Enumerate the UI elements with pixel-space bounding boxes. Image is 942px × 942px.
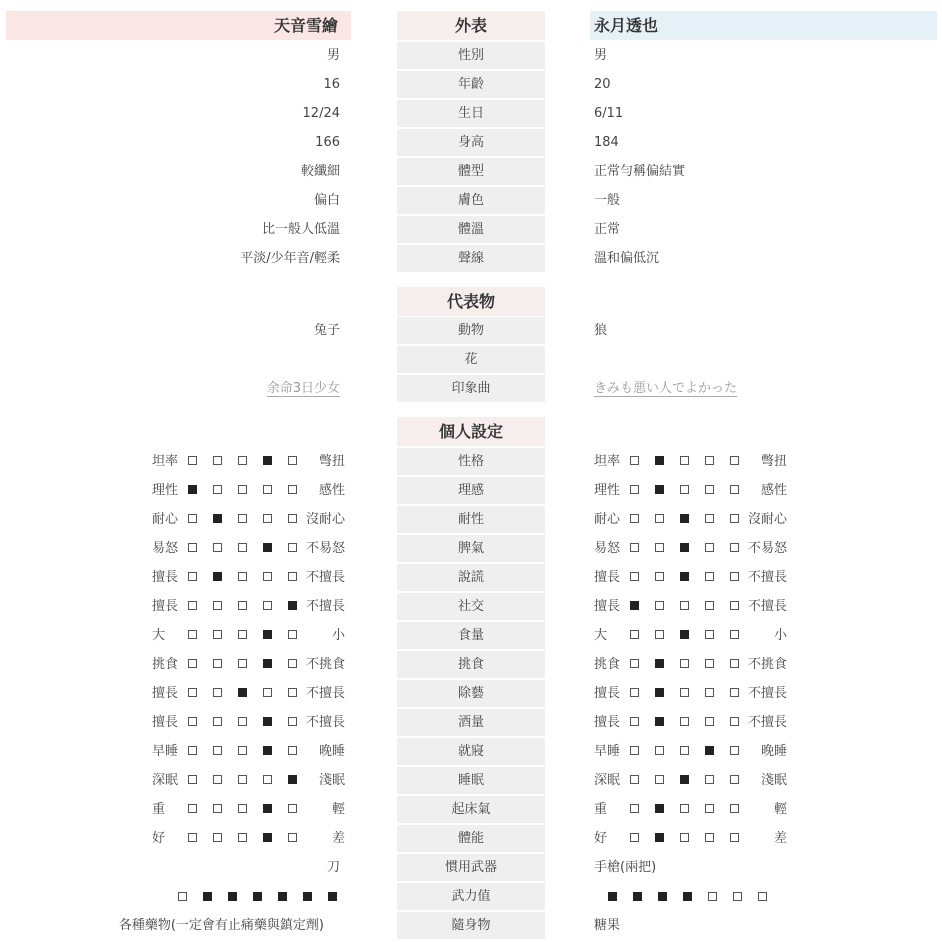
- trait-low-label: 擅長: [594, 715, 621, 730]
- rating-box-empty: [730, 485, 739, 494]
- trait-low-label: 挑食: [594, 657, 621, 672]
- left-value: 166: [315, 135, 340, 150]
- trait-low-label: 擅長: [594, 599, 621, 614]
- rating-box-filled: [655, 659, 664, 668]
- rating-box-empty: [705, 717, 714, 726]
- rating-box-empty: [213, 746, 222, 755]
- right-value: 6/11: [594, 106, 624, 121]
- right-trait-scale: [594, 796, 787, 823]
- trait-high-label: 彆扭: [760, 454, 787, 469]
- rating-box-empty: [238, 543, 247, 552]
- right-value: 手槍(兩把): [594, 860, 657, 875]
- trait-high-label: 感性: [760, 483, 787, 498]
- right-value: 一般: [594, 193, 621, 208]
- trait-high-label: 不易怒: [305, 541, 345, 556]
- trait-high-label: 小: [773, 628, 787, 643]
- trait-high-label: 淺眠: [318, 773, 345, 788]
- rating-box-empty: [213, 485, 222, 494]
- trait-high-label: 輕: [331, 802, 345, 817]
- rating-box-empty: [213, 717, 222, 726]
- trait-high-label: 不擅長: [747, 599, 787, 614]
- row-label: 除藝: [397, 680, 545, 707]
- right-value: 狼: [594, 323, 608, 338]
- left-value: 兔子: [313, 323, 340, 338]
- right-value: 溫和偏低沉: [594, 251, 660, 266]
- rating-box-empty: [238, 572, 247, 581]
- rating-box-empty: [630, 572, 639, 581]
- rating-box-empty: [263, 514, 272, 523]
- rating-box-filled: [288, 601, 297, 610]
- left-trait-scale: [152, 709, 345, 736]
- rating-box-empty: [705, 485, 714, 494]
- trait-low-label: 重: [152, 802, 166, 817]
- row-label: 說謊: [397, 564, 545, 591]
- rating-box-filled: [680, 775, 689, 784]
- rating-box-empty: [680, 746, 689, 755]
- rating-box-empty: [630, 688, 639, 697]
- rating-box-filled: [655, 804, 664, 813]
- rating-box-filled: [705, 746, 714, 755]
- force-box-filled: [253, 892, 262, 901]
- rating-box-empty: [188, 514, 197, 523]
- rating-box-empty: [705, 572, 714, 581]
- rating-box-empty: [188, 659, 197, 668]
- row-label: 聲線: [397, 245, 545, 272]
- row-label: 花: [397, 346, 545, 373]
- trait-high-label: 彆扭: [318, 454, 345, 469]
- left-value: 各種藥物(一定會有止痛藥與鎮定劑): [118, 918, 324, 933]
- row-label: 武力值: [397, 883, 545, 910]
- rating-box-filled: [288, 775, 297, 784]
- rating-box-empty: [655, 572, 664, 581]
- rating-box-empty: [730, 630, 739, 639]
- left-value: 男: [326, 48, 340, 63]
- right-value: 正常勻稱偏結實: [594, 164, 686, 179]
- trait-low-label: 擅長: [152, 570, 179, 585]
- row-label: 隨身物: [397, 912, 545, 939]
- right-trait-scale: [594, 651, 787, 678]
- rating-box-empty: [188, 456, 197, 465]
- rating-box-empty: [188, 746, 197, 755]
- rating-box-empty: [730, 514, 739, 523]
- rating-box-empty: [680, 659, 689, 668]
- force-box-filled: [608, 892, 617, 901]
- rating-box-empty: [213, 688, 222, 697]
- rating-box-filled: [263, 659, 272, 668]
- section-symbols: 代表物: [397, 287, 545, 316]
- right-value: 184: [594, 135, 619, 150]
- rating-box-filled: [655, 688, 664, 697]
- rating-box-empty: [263, 688, 272, 697]
- rating-box-empty: [705, 543, 714, 552]
- rating-box-empty: [730, 456, 739, 465]
- rating-box-filled: [263, 717, 272, 726]
- trait-low-label: 大: [594, 628, 608, 643]
- right-value: 糖果: [594, 918, 621, 933]
- left-value: 較纖細: [300, 164, 340, 179]
- row-label: 挑食: [397, 651, 545, 678]
- trait-high-label: 感性: [318, 483, 345, 498]
- force-box-filled: [633, 892, 642, 901]
- rating-box-empty: [213, 456, 222, 465]
- rating-box-empty: [238, 659, 247, 668]
- rating-box-empty: [188, 804, 197, 813]
- rating-box-empty: [213, 659, 222, 668]
- left-character-name: 天音雪繪: [6, 11, 351, 40]
- rating-box-empty: [705, 775, 714, 784]
- rating-box-empty: [288, 456, 297, 465]
- rating-box-empty: [630, 833, 639, 842]
- trait-low-label: 擅長: [152, 715, 179, 730]
- rating-box-empty: [188, 833, 197, 842]
- right-trait-scale: [594, 593, 787, 620]
- trait-high-label: 小: [331, 628, 345, 643]
- rating-box-filled: [263, 543, 272, 552]
- rating-box-filled: [655, 485, 664, 494]
- left-force-rating: [170, 883, 345, 910]
- left-trait-scale: [152, 564, 345, 591]
- force-box-filled: [228, 892, 237, 901]
- force-box-filled: [278, 892, 287, 901]
- row-label: 慣用武器: [397, 854, 545, 881]
- rating-box-empty: [630, 717, 639, 726]
- right-value: 正常: [594, 222, 621, 237]
- rating-box-empty: [238, 717, 247, 726]
- right-character-name: 永月透也: [590, 11, 937, 40]
- row-label: 耐性: [397, 506, 545, 533]
- trait-low-label: 耐心: [152, 512, 179, 527]
- rating-box-empty: [705, 456, 714, 465]
- trait-low-label: 早睡: [152, 744, 179, 759]
- rating-box-filled: [680, 543, 689, 552]
- rating-box-empty: [238, 601, 247, 610]
- trait-high-label: 不挑食: [747, 657, 787, 672]
- rating-box-empty: [238, 833, 247, 842]
- left-value: 12/24: [302, 106, 340, 121]
- rating-box-empty: [288, 804, 297, 813]
- rating-box-empty: [263, 601, 272, 610]
- row-label: 就寢: [397, 738, 545, 765]
- trait-high-label: 不擅長: [747, 715, 787, 730]
- row-label: 酒量: [397, 709, 545, 736]
- rating-box-empty: [655, 775, 664, 784]
- rating-box-empty: [730, 572, 739, 581]
- right-trait-scale: [594, 622, 787, 649]
- left-trait-scale: [152, 738, 345, 765]
- rating-box-empty: [188, 688, 197, 697]
- rating-box-empty: [263, 775, 272, 784]
- rating-box-empty: [630, 659, 639, 668]
- trait-low-label: 重: [594, 802, 608, 817]
- row-label: 社交: [397, 593, 545, 620]
- force-box-filled: [683, 892, 692, 901]
- trait-high-label: 差: [331, 831, 345, 846]
- trait-low-label: 擅長: [152, 686, 179, 701]
- rating-box-empty: [238, 456, 247, 465]
- rating-box-empty: [655, 514, 664, 523]
- row-label: 食量: [397, 622, 545, 649]
- right-trait-scale: [594, 680, 787, 707]
- row-label: 體溫: [397, 216, 545, 243]
- right-trait-scale: [594, 825, 787, 852]
- rating-box-filled: [238, 688, 247, 697]
- rating-box-empty: [288, 572, 297, 581]
- row-label: 理感: [397, 477, 545, 504]
- rating-box-empty: [730, 659, 739, 668]
- left-trait-scale: [152, 593, 345, 620]
- left-trait-scale: [152, 477, 345, 504]
- rating-box-empty: [705, 804, 714, 813]
- trait-low-label: 坦率: [594, 454, 621, 469]
- rating-box-filled: [263, 630, 272, 639]
- rating-box-filled: [655, 456, 664, 465]
- trait-low-label: 深眠: [152, 773, 179, 788]
- rating-box-empty: [288, 717, 297, 726]
- trait-high-label: 不擅長: [305, 715, 345, 730]
- rating-box-empty: [730, 746, 739, 755]
- rating-box-empty: [655, 746, 664, 755]
- left-trait-scale: [152, 767, 345, 794]
- rating-box-empty: [655, 543, 664, 552]
- rating-box-empty: [655, 601, 664, 610]
- rating-box-empty: [730, 717, 739, 726]
- right-trait-scale: [594, 564, 787, 591]
- rating-box-empty: [213, 804, 222, 813]
- rating-box-empty: [288, 543, 297, 552]
- rating-box-empty: [213, 630, 222, 639]
- trait-low-label: 大: [152, 628, 166, 643]
- row-label: 動物: [397, 317, 545, 344]
- rating-box-empty: [188, 630, 197, 639]
- left-value: 偏白: [313, 193, 340, 208]
- right-trait-scale: [594, 477, 787, 504]
- left-trait-scale: [152, 622, 345, 649]
- rating-box-empty: [630, 514, 639, 523]
- row-label: 性格: [397, 448, 545, 475]
- rating-box-empty: [730, 775, 739, 784]
- rating-box-empty: [680, 717, 689, 726]
- left-trait-scale: [152, 448, 345, 475]
- row-label: 性別: [397, 42, 545, 69]
- trait-high-label: 沒耐心: [305, 512, 345, 527]
- rating-box-empty: [213, 833, 222, 842]
- left-trait-scale: [152, 680, 345, 707]
- rating-box-empty: [238, 804, 247, 813]
- rating-box-filled: [680, 572, 689, 581]
- left-value: 刀: [326, 860, 340, 875]
- rating-box-empty: [288, 514, 297, 523]
- trait-high-label: 不擅長: [747, 686, 787, 701]
- left-trait-scale: [152, 651, 345, 678]
- rating-box-empty: [730, 601, 739, 610]
- trait-low-label: 深眠: [594, 773, 621, 788]
- right-trait-scale: [594, 506, 787, 533]
- rating-box-empty: [705, 659, 714, 668]
- rating-box-empty: [238, 775, 247, 784]
- rating-box-empty: [730, 804, 739, 813]
- trait-high-label: 輕: [773, 802, 787, 817]
- rating-box-empty: [288, 659, 297, 668]
- rating-box-empty: [238, 746, 247, 755]
- rating-box-filled: [188, 485, 197, 494]
- rating-box-empty: [213, 543, 222, 552]
- trait-high-label: 不擅長: [305, 570, 345, 585]
- left-value: 平淡/少年音/輕柔: [240, 251, 340, 266]
- rating-box-empty: [213, 775, 222, 784]
- rating-box-empty: [188, 572, 197, 581]
- right-value: 20: [594, 77, 611, 92]
- rating-box-filled: [630, 601, 639, 610]
- rating-box-empty: [680, 688, 689, 697]
- row-label: 身高: [397, 129, 545, 156]
- rating-box-empty: [238, 485, 247, 494]
- left-value: 16: [323, 77, 340, 92]
- trait-high-label: 淺眠: [760, 773, 787, 788]
- left-value: 余命3日少女: [266, 381, 340, 396]
- rating-box-empty: [730, 833, 739, 842]
- rating-box-empty: [263, 572, 272, 581]
- right-trait-scale: [594, 709, 787, 736]
- row-label: 膚色: [397, 187, 545, 214]
- trait-low-label: 理性: [594, 483, 621, 498]
- rating-box-empty: [288, 485, 297, 494]
- trait-low-label: 挑食: [152, 657, 179, 672]
- right-value: 男: [594, 48, 608, 63]
- section-appearance: 外表: [397, 11, 545, 40]
- right-force-rating: [600, 883, 775, 910]
- row-label: 體型: [397, 158, 545, 185]
- left-trait-scale: [152, 506, 345, 533]
- rating-box-empty: [680, 485, 689, 494]
- rating-box-empty: [705, 514, 714, 523]
- rating-box-empty: [213, 601, 222, 610]
- rating-box-empty: [188, 717, 197, 726]
- left-trait-scale: [152, 535, 345, 562]
- trait-high-label: 晚睡: [318, 744, 345, 759]
- force-box-empty: [178, 892, 187, 901]
- rating-box-empty: [705, 833, 714, 842]
- rating-box-filled: [655, 717, 664, 726]
- right-trait-scale: [594, 448, 787, 475]
- rating-box-empty: [680, 601, 689, 610]
- trait-high-label: 不挑食: [305, 657, 345, 672]
- rating-box-empty: [188, 775, 197, 784]
- rating-box-empty: [263, 485, 272, 494]
- trait-low-label: 耐心: [594, 512, 621, 527]
- trait-high-label: 不易怒: [747, 541, 787, 556]
- left-trait-scale: [152, 825, 345, 852]
- trait-low-label: 擅長: [152, 599, 179, 614]
- trait-low-label: 理性: [152, 483, 179, 498]
- trait-low-label: 早睡: [594, 744, 621, 759]
- trait-high-label: 晚睡: [760, 744, 787, 759]
- force-box-filled: [328, 892, 337, 901]
- rating-box-empty: [705, 688, 714, 697]
- right-trait-scale: [594, 535, 787, 562]
- rating-box-empty: [705, 601, 714, 610]
- row-label: 印象曲: [397, 375, 545, 402]
- right-value: きみも悪い人でよかった: [594, 381, 738, 396]
- rating-box-empty: [630, 485, 639, 494]
- rating-box-empty: [238, 630, 247, 639]
- rating-box-empty: [680, 804, 689, 813]
- trait-low-label: 好: [152, 831, 166, 846]
- trait-low-label: 易怒: [152, 541, 179, 556]
- force-box-empty: [708, 892, 717, 901]
- rating-box-empty: [630, 630, 639, 639]
- rating-box-filled: [263, 746, 272, 755]
- trait-low-label: 擅長: [594, 570, 621, 585]
- row-label: 生日: [397, 100, 545, 127]
- trait-high-label: 差: [773, 831, 787, 846]
- rating-box-empty: [238, 514, 247, 523]
- rating-box-filled: [263, 804, 272, 813]
- trait-low-label: 擅長: [594, 686, 621, 701]
- rating-box-empty: [680, 456, 689, 465]
- rating-box-filled: [213, 514, 222, 523]
- row-label: 年齡: [397, 71, 545, 98]
- rating-box-empty: [630, 543, 639, 552]
- rating-box-empty: [288, 833, 297, 842]
- left-trait-scale: [152, 796, 345, 823]
- rating-box-empty: [705, 630, 714, 639]
- rating-box-filled: [213, 572, 222, 581]
- right-trait-scale: [594, 738, 787, 765]
- rating-box-filled: [680, 630, 689, 639]
- rating-box-empty: [288, 688, 297, 697]
- trait-low-label: 坦率: [152, 454, 179, 469]
- rating-box-empty: [630, 456, 639, 465]
- row-label: 睡眠: [397, 767, 545, 794]
- rating-box-empty: [730, 543, 739, 552]
- rating-box-empty: [655, 630, 664, 639]
- rating-box-empty: [288, 746, 297, 755]
- rating-box-filled: [655, 833, 664, 842]
- force-box-filled: [658, 892, 667, 901]
- left-value: 比一般人低溫: [261, 222, 340, 237]
- rating-box-filled: [680, 514, 689, 523]
- force-box-filled: [203, 892, 212, 901]
- trait-low-label: 好: [594, 831, 608, 846]
- force-box-empty: [733, 892, 742, 901]
- row-label: 起床氣: [397, 796, 545, 823]
- rating-box-empty: [730, 688, 739, 697]
- rating-box-empty: [680, 833, 689, 842]
- row-label: 脾氣: [397, 535, 545, 562]
- rating-box-empty: [288, 630, 297, 639]
- rating-box-empty: [188, 601, 197, 610]
- trait-high-label: 不擅長: [305, 599, 345, 614]
- rating-box-empty: [630, 746, 639, 755]
- force-box-filled: [303, 892, 312, 901]
- rating-box-filled: [263, 833, 272, 842]
- section-personal: 個人設定: [397, 417, 545, 446]
- rating-box-filled: [263, 456, 272, 465]
- right-trait-scale: [594, 767, 787, 794]
- rating-box-empty: [188, 543, 197, 552]
- trait-high-label: 沒耐心: [747, 512, 787, 527]
- trait-high-label: 不擅長: [747, 570, 787, 585]
- row-label: 體能: [397, 825, 545, 852]
- rating-box-empty: [630, 804, 639, 813]
- trait-low-label: 易怒: [594, 541, 621, 556]
- rating-box-empty: [630, 775, 639, 784]
- trait-high-label: 不擅長: [305, 686, 345, 701]
- force-box-empty: [758, 892, 767, 901]
